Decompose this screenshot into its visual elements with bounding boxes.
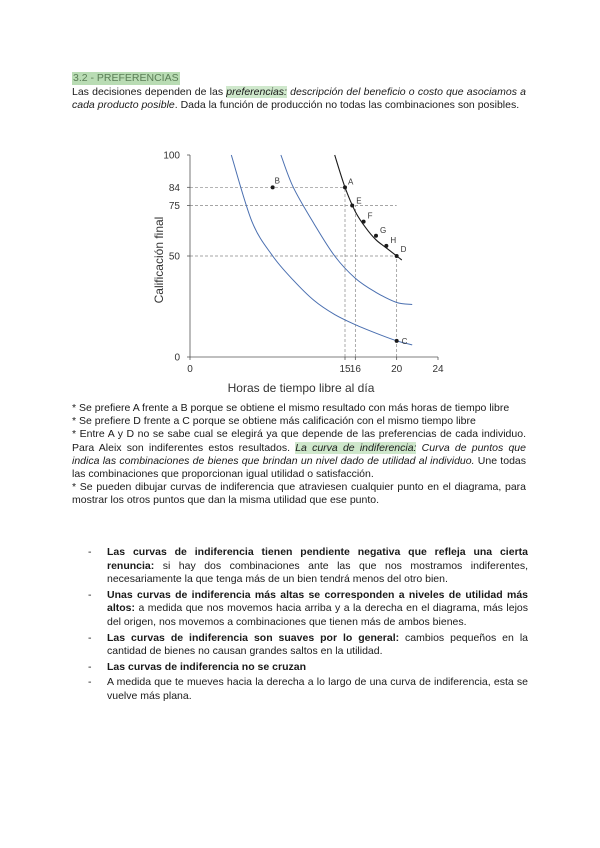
bullet-dash: - <box>88 676 92 689</box>
point-d <box>395 254 399 258</box>
point-h <box>384 244 388 248</box>
note-4: * Se pueden dibujar curvas de indiferencia que atraviesen cualquier punto en el diagrama, para mostrar los otros puntos que dan la misma utilidad que ese punto. <box>72 481 526 507</box>
list-item <box>88 676 528 703</box>
term-preferencias: preferencias: <box>226 86 287 98</box>
point-label: D <box>400 245 407 254</box>
point-label: B <box>274 176 281 186</box>
point-label: F <box>367 211 373 221</box>
list-item-bold: Unas curvas de indiferencia más altas se corresponden a niveles de utilidad más altos: <box>107 588 528 615</box>
x-tick-label: 0 <box>187 364 193 375</box>
x-tick-label: 16 <box>349 364 361 375</box>
x-tick-label: 24 <box>432 364 444 375</box>
point-label: A <box>348 177 354 187</box>
intro-paragraph <box>72 86 526 112</box>
indifference-curve-1 <box>231 155 412 345</box>
list-item-text: A medida que te mueves hacia la derecha a lo largo de una curva de indiferencia, esta se vuelve más plana. <box>107 676 528 702</box>
term-curva-indiferencia: La curva de indiferencia: <box>295 441 417 454</box>
bullet-dash: - <box>88 546 92 558</box>
point-b <box>271 185 275 189</box>
notes-block <box>72 402 526 508</box>
intro-text-1: Las decisiones dependen de las <box>72 86 227 98</box>
list-item <box>88 661 528 675</box>
list-item-text: a medida que nos movemos hacia arriba y a la derecha en el diagrama, más lejos del origen, nos movemos a combinaciones que tienen más de ambos bienes. <box>107 602 528 628</box>
list-item-text: cambios pequeños en la cantidad de bienes no causan grandes saltos en la utilidad. <box>107 631 528 658</box>
x-tick-label: 15 <box>339 364 351 375</box>
list-item-bold: Las curvas de indiferencia tienen pendiente negativa que refleja una cierta renuncia: <box>107 546 528 572</box>
point-label: C <box>401 336 408 346</box>
point-c <box>395 339 399 343</box>
point-e <box>350 204 354 208</box>
note-1: * Se prefiere A frente a B porque se obtiene el mismo resultado con más horas de tiempo libre <box>72 402 510 414</box>
y-tick-label: 50 <box>168 251 180 263</box>
section-title: 3.2 - PREFERENCIAS <box>73 72 179 84</box>
properties-list <box>88 546 528 706</box>
point-a <box>343 185 347 189</box>
list-item <box>88 546 528 587</box>
curva-indiferencia-definition: Curva de puntos que indica las combinaciones de bienes que brindan un nivel dado de utilidad al individuo. <box>72 441 526 467</box>
list-item <box>88 632 528 659</box>
bullet-dash: - <box>88 631 92 644</box>
bullet-dash: - <box>88 660 92 673</box>
point-g <box>374 234 378 238</box>
y-tick-label: 100 <box>163 150 180 162</box>
note-3-text: * Entre A y D no se sabe cual se elegirá ya que depende de las preferencias de cada individuo. Para Aleix son indiferentes estos resultados. <box>72 428 526 454</box>
list-item-bold: Las curvas de indiferencia no se cruzan <box>107 660 306 673</box>
x-tick-label: 20 <box>391 364 403 375</box>
y-tick-label: 84 <box>168 182 180 194</box>
indifference-curve-2 <box>281 155 412 305</box>
preferencias-definition: descripción del beneficio o costo que asociamos a cada producto posible <box>72 86 526 112</box>
point-f <box>362 220 366 224</box>
point-label: H <box>390 235 397 245</box>
note-2: * Se prefiere D frente a C porque se obtiene más calificación con el mismo tiempo libre <box>72 415 476 428</box>
point-label: E <box>356 196 362 206</box>
list-item <box>88 589 528 630</box>
list-item-text: si hay dos combinaciones ante las que nos mostramos indiferentes, necesariamente la que tenga más de un bien tendrá menos del otro bien. <box>107 559 528 586</box>
intro-text-2: . Dada la función de producción no todas las combinaciones son posibles. <box>174 99 520 112</box>
note-3-end: Une todas las combinaciones que proporcionan igual utilidad o satisfacción. <box>72 454 526 481</box>
note-3 <box>72 428 526 481</box>
point-label: G <box>380 225 387 235</box>
y-axis-label: Calificación final <box>152 216 166 304</box>
indifference-curves <box>231 155 412 345</box>
x-axis-label: Horas de tiempo libre al día <box>227 381 375 395</box>
y-tick-label: 0 <box>174 352 180 364</box>
guide-lines <box>190 187 397 357</box>
bullet-dash: - <box>88 588 92 601</box>
y-tick-label: 75 <box>168 201 180 212</box>
list-item-bold: Las curvas de indiferencia son suaves por lo general: <box>107 631 400 644</box>
indifference-curve-chart <box>150 145 450 397</box>
